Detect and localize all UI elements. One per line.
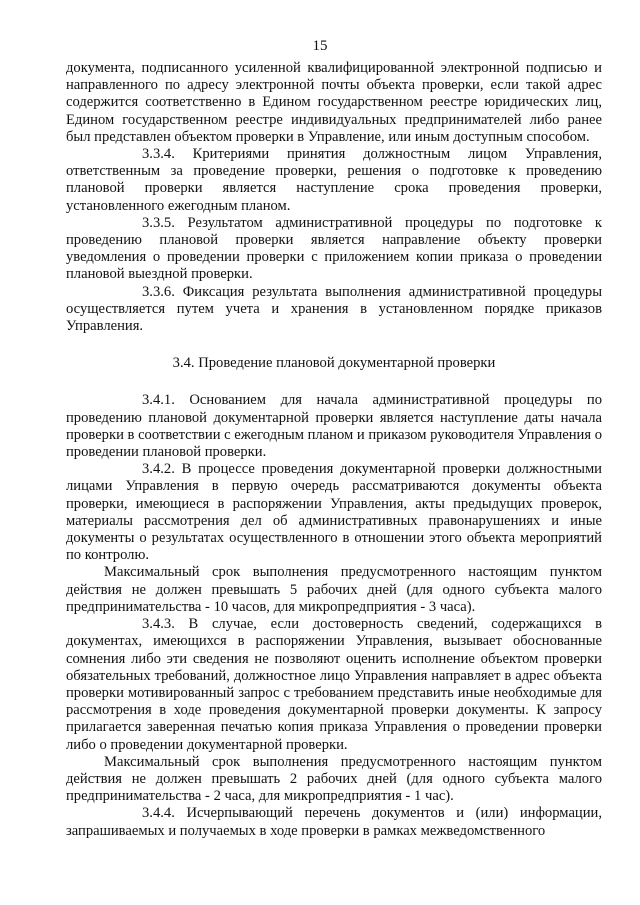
clause-number: 3.4.4. xyxy=(142,805,175,822)
clause-text: В случае, если достоверность сведений, содержащихся в документах, имеющихся в распоряжении Управления, вызывает обоснованные сомнения либо эти сведения не позволяют оценить исполнение объектом проверки обязательных требований, должностное лицо Управления направляет в адрес объекта проверки мотивированный запрос с требованием представить иные необходимые для рассмотрения в ходе проведения документарной проверки документы. К запросу прилагается заверенная печатью копия приказа Управления о проведении проверки либо о проведении документарной проверки. xyxy=(66,616,602,753)
clause-number: 3.4.2. xyxy=(142,461,175,478)
paragraph-3-3-6 xyxy=(66,284,602,336)
clause-number: 3.3.5. xyxy=(142,214,175,231)
document-text xyxy=(66,60,602,840)
paragraph-3-4-3 xyxy=(66,616,602,754)
clause-text: Основанием для начала административной процедуры по проведению плановой документарной проверки является наступление даты начала проверки в соответствии с ежегодным планом и приказом руководителя Управления о проведении плановой проверки. xyxy=(66,392,602,461)
paragraph-3-4-2 xyxy=(66,461,602,564)
section-heading: 3.4. Проведение плановой документарной проверки xyxy=(172,355,496,372)
paragraph-3-4-1 xyxy=(66,392,602,461)
clause-text: В процессе проведения документарной проверки должностными лицами Управления в первую очередь рассматриваются документы объекта проверки, имеющиеся в распоряжении Управления, акты предыдущих проверок, материалы рассмотрения дел об административных правонарушениях и иные документы о результатах осуществленного в отношении этого объекта мероприятий по контролю. xyxy=(66,461,602,564)
clause-text: Исчерпывающий перечень документов и (или) информации, запрашиваемых и получаемых в ходе проверки в рамках межведомственного xyxy=(66,805,602,839)
paragraph-3-3-5 xyxy=(66,215,602,284)
clause-number: 3.3.6. xyxy=(142,283,175,300)
paragraph-continuation: документа, подписанного усиленной квалифицированной электронной подписью и направленного по адресу электронной почты объекта проверки, если такой адрес содержится соответственно в Едином государственном реестре юридических лиц, Едином государственном реестре индивидуальных предпринимателей либо ранее был представлен объектом проверки в Управление, или иным доступным способом. xyxy=(66,60,602,145)
clause-number: 3.4.1. xyxy=(142,392,175,409)
paragraph-max-term-1: Максимальный срок выполнения предусмотренного настоящим пунктом действия не должен превышать 5 рабочих дней (для одного субъекта малого предпринимательства - 10 часов, для микропредприятия - 3 часа). xyxy=(66,564,602,615)
page-number: 15 xyxy=(312,38,328,54)
clause-number: 3.3.4. xyxy=(142,146,175,163)
clause-text: Критериями принятия должностным лицом Управления, ответственным за проведение проверки, решения о подготовке к проведению плановой проверки является наступление срока проведения проверки, установленного ежегодным планом. xyxy=(66,146,602,214)
paragraph-3-4-4 xyxy=(66,805,602,839)
clause-number: 3.4.3. xyxy=(142,616,175,633)
clause-text: Результатом административной процедуры по подготовке к проведению плановой проверки является направление объекту проверки уведомления о проведении проверки с приложением копии приказа о проведении плановой выездной проверки. xyxy=(66,214,602,283)
paragraph-3-3-4 xyxy=(66,146,602,215)
paragraph-max-term-2: Максимальный срок выполнения предусмотренного настоящим пунктом действия не должен превышать 2 рабочих дней (для одного субъекта малого предпринимательства - 2 часа, для микропредприятия - 1 час). xyxy=(66,753,602,805)
clause-text: Фиксация результата выполнения административной процедуры осуществляется путем учета и хранения в установленном порядке приказов Управления. xyxy=(66,283,602,335)
